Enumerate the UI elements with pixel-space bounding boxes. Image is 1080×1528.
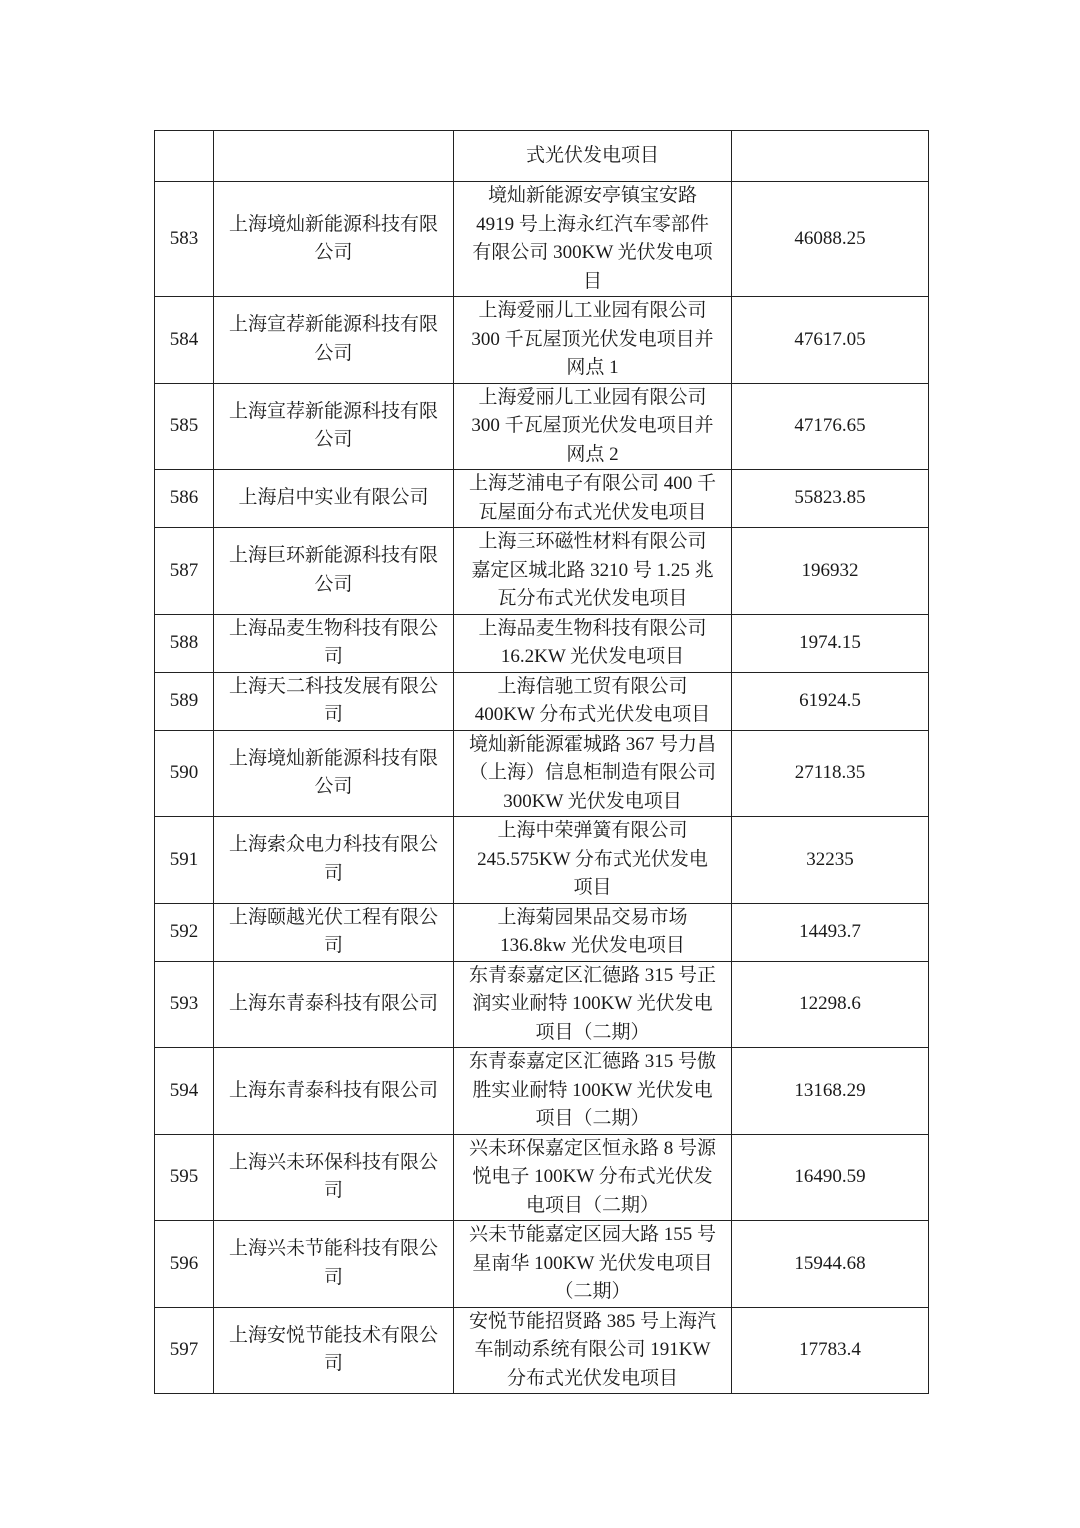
table-row (155, 1307, 929, 1394)
company-name-cell (214, 1048, 454, 1135)
project-name-cell-line: 嘉定区城北路 3210 号 1.25 兆 (471, 559, 714, 581)
company-name-cell (214, 383, 454, 470)
project-name-cell-line: 瓦屋面分布式光伏发电项目 (478, 501, 707, 523)
project-name-cell-line: 400KW 分布式光伏发电项目 (474, 704, 711, 725)
project-name-cell-line: 上海信驰工贸有限公司 (497, 675, 688, 697)
project-name-cell-line: 有限公司 300KW 光伏发电项 (472, 242, 713, 263)
company-name-cell (214, 961, 454, 1048)
project-name-cell-line: 上海三环磁性材料有限公司 (478, 531, 707, 552)
company-name-cell-line: 上海东青泰科技有限公司 (228, 993, 438, 1014)
amount-cell: 55823.85 (732, 470, 929, 528)
row-number-cell: 588 (155, 614, 214, 672)
table-row (155, 614, 929, 672)
amount-cell: 32235 (732, 817, 929, 904)
company-name-cell-line: 公司 (314, 776, 353, 798)
company-name-cell-line: 公司 (314, 573, 353, 595)
row-number-cell: 593 (155, 961, 214, 1048)
company-name-cell-line: 上海宣荐新能源科技有限 (228, 314, 438, 336)
table-row (155, 1134, 929, 1221)
row-number-cell: 595 (155, 1134, 214, 1221)
company-name-cell (214, 614, 454, 672)
project-name-cell-line: 300 千瓦屋顶光伏发电项目并 (471, 415, 714, 436)
company-name-cell (214, 1134, 454, 1221)
company-name-cell-line: 公司 (314, 242, 353, 263)
company-name-cell-line: 司 (323, 1180, 343, 1202)
row-number-cell: 586 (155, 470, 214, 528)
company-name-cell-line: 上海兴未环保科技有限公 (228, 1151, 438, 1173)
amount-cell: 47617.05 (732, 297, 929, 384)
company-name-cell-line: 上海索众电力科技有限公 (228, 834, 438, 856)
project-name-cell-line: 目 (582, 270, 602, 292)
project-name-cell (454, 672, 732, 730)
project-name-cell-line: 上海芝浦电子有限公司 400 千 (468, 473, 716, 494)
company-name-cell-line: 上海东青泰科技有限公司 (228, 1079, 438, 1101)
company-name-cell (214, 730, 454, 817)
project-name-cell (454, 961, 732, 1048)
project-name-cell-line: 上海菊园果品交易市场 (497, 906, 688, 928)
amount-cell: 47176.65 (732, 383, 929, 470)
project-name-cell (454, 730, 732, 817)
project-name-cell-line: （二期） (554, 1281, 631, 1302)
row-number-cell: 597 (155, 1307, 214, 1394)
row-number-cell: 594 (155, 1048, 214, 1135)
project-name-cell (454, 1048, 732, 1135)
project-name-cell-line: 境灿新能源安亭镇宝安路 (487, 185, 697, 206)
company-name-cell-line: 上海兴未节能科技有限公 (228, 1238, 438, 1260)
row-number-cell: 589 (155, 672, 214, 730)
company-name-cell (214, 1307, 454, 1394)
company-name-cell (214, 297, 454, 384)
project-name-cell-line: 网点 1 (566, 357, 619, 378)
project-name-cell (454, 131, 732, 182)
amount-cell: 14493.7 (732, 903, 929, 961)
project-name-cell (454, 470, 732, 528)
company-name-cell-line: 上海巨环新能源科技有限 (228, 545, 438, 567)
row-number-cell: 587 (155, 528, 214, 615)
amount-cell: 16490.59 (732, 1134, 929, 1221)
project-name-cell-line: 245.575KW 分布式光伏发电 (477, 848, 708, 870)
project-name-cell-line: 项目（二期） (535, 1021, 650, 1043)
project-name-cell-line: 上海爱丽儿工业园有限公司 (478, 386, 707, 408)
amount-cell: 1974.15 (732, 614, 929, 672)
project-name-cell (454, 182, 732, 297)
company-name-cell (214, 182, 454, 297)
amount-cell: 17783.4 (732, 1307, 929, 1394)
company-name-cell-line: 上海安悦节能技术有限公 (228, 1324, 438, 1346)
project-name-cell (454, 614, 732, 672)
project-name-cell-line: （上海）信息柜制造有限公司 (468, 762, 716, 783)
project-name-cell-line: 式光伏发电项目 (525, 144, 659, 166)
table-row (155, 903, 929, 961)
company-name-cell (214, 1221, 454, 1308)
row-number-cell (155, 131, 214, 182)
project-name-cell-line: 4919 号上海永红汽车零部件 (476, 213, 709, 235)
project-name-cell-line: 上海中荣弹簧有限公司 (497, 820, 688, 841)
company-name-cell (214, 903, 454, 961)
company-name-cell (214, 470, 454, 528)
project-name-cell-line: 星南华 100KW 光伏发电项目 (472, 1252, 713, 1274)
table-row (155, 730, 929, 817)
company-name-cell-line: 公司 (314, 429, 353, 451)
project-name-cell-line: 东青泰嘉定区汇德路 315 号正 (468, 964, 716, 986)
project-name-cell-line: 分布式光伏发电项目 (506, 1367, 678, 1389)
project-name-cell-line: 兴未节能嘉定区园大路 155 号 (468, 1224, 716, 1245)
table-row (155, 383, 929, 470)
project-name-cell-line: 兴未环保嘉定区恒永路 8 号源 (468, 1137, 716, 1159)
amount-cell: 196932 (732, 528, 929, 615)
row-number-cell: 590 (155, 730, 214, 817)
project-name-cell-line: 胜实业耐特 100KW 光伏发电 (472, 1079, 713, 1101)
amount-cell: 46088.25 (732, 182, 929, 297)
company-name-cell (214, 817, 454, 904)
company-name-cell-line: 上海境灿新能源科技有限 (228, 747, 438, 769)
project-name-cell (454, 1221, 732, 1308)
table-body (155, 131, 929, 1394)
project-name-cell-line: 136.8kw 光伏发电项目 (500, 935, 685, 956)
company-name-cell-line: 上海品麦生物科技有限公 (228, 617, 438, 639)
row-number-cell: 584 (155, 297, 214, 384)
project-name-cell-line: 悦电子 100KW 分布式光伏发 (472, 1166, 713, 1187)
table-row (155, 182, 929, 297)
project-name-cell (454, 903, 732, 961)
amount-cell (732, 131, 929, 182)
project-name-cell-line: 车制动系统有限公司 191KW (474, 1339, 711, 1360)
project-name-cell-line: 润实业耐特 100KW 光伏发电 (472, 993, 713, 1014)
project-name-cell-line: 上海爱丽儿工业园有限公司 (478, 300, 707, 321)
company-name-cell-line: 司 (323, 1266, 343, 1288)
company-name-cell-line: 上海启中实业有限公司 (238, 487, 429, 509)
project-name-cell-line: 16.2KW 光伏发电项目 (500, 646, 685, 667)
company-name-cell (214, 528, 454, 615)
table-row (155, 817, 929, 904)
row-number-cell: 592 (155, 903, 214, 961)
project-name-cell-line: 东青泰嘉定区汇德路 315 号傲 (468, 1051, 716, 1072)
table-row (155, 470, 929, 528)
project-name-cell (454, 528, 732, 615)
company-name-cell-line: 公司 (314, 342, 353, 364)
project-name-cell-line: 上海品麦生物科技有限公司 (478, 617, 707, 639)
company-name-cell-line: 司 (323, 862, 343, 884)
project-name-cell-line: 安悦节能招贤路 385 号上海汽 (468, 1310, 716, 1332)
company-name-cell-line: 上海宣荐新能源科技有限 (228, 400, 438, 422)
company-name-cell-line: 司 (323, 1353, 343, 1375)
company-name-cell (214, 672, 454, 730)
project-name-cell-line: 项目（二期） (535, 1108, 650, 1129)
row-number-cell: 583 (155, 182, 214, 297)
project-name-cell-line: 网点 2 (566, 443, 619, 465)
amount-cell: 61924.5 (732, 672, 929, 730)
table-row (155, 961, 929, 1048)
project-name-cell (454, 817, 732, 904)
company-name-cell-line: 司 (323, 646, 343, 667)
project-name-cell (454, 1307, 732, 1394)
table-row (155, 528, 929, 615)
project-name-cell-line: 300 千瓦屋顶光伏发电项目并 (471, 328, 714, 350)
amount-cell: 27118.35 (732, 730, 929, 817)
amount-cell: 15944.68 (732, 1221, 929, 1308)
company-name-cell-line: 上海颐越光伏工程有限公 (228, 906, 438, 928)
project-name-cell-line: 电项目（二期） (525, 1194, 659, 1216)
row-number-cell: 585 (155, 383, 214, 470)
table-row (155, 131, 929, 182)
amount-cell: 12298.6 (732, 961, 929, 1048)
project-name-cell-line: 项目 (573, 877, 612, 898)
company-name-cell-line: 司 (323, 704, 343, 725)
table-row (155, 1221, 929, 1308)
table-row (155, 672, 929, 730)
company-name-cell-line: 上海境灿新能源科技有限 (228, 213, 438, 235)
project-name-cell (454, 383, 732, 470)
amount-cell: 13168.29 (732, 1048, 929, 1135)
row-number-cell: 596 (155, 1221, 214, 1308)
company-name-cell-line: 上海天二科技发展有限公 (228, 675, 438, 697)
project-name-cell (454, 1134, 732, 1221)
project-subsidy-table (154, 130, 929, 1394)
table-row (155, 1048, 929, 1135)
company-name-cell (214, 131, 454, 182)
table-row (155, 297, 929, 384)
project-name-cell-line: 300KW 光伏发电项目 (503, 790, 682, 812)
project-name-cell-line: 瓦分布式光伏发电项目 (497, 588, 688, 609)
row-number-cell: 591 (155, 817, 214, 904)
project-name-cell-line: 境灿新能源霍城路 367 号力昌 (468, 733, 716, 755)
company-name-cell-line: 司 (323, 935, 343, 956)
project-name-cell (454, 297, 732, 384)
